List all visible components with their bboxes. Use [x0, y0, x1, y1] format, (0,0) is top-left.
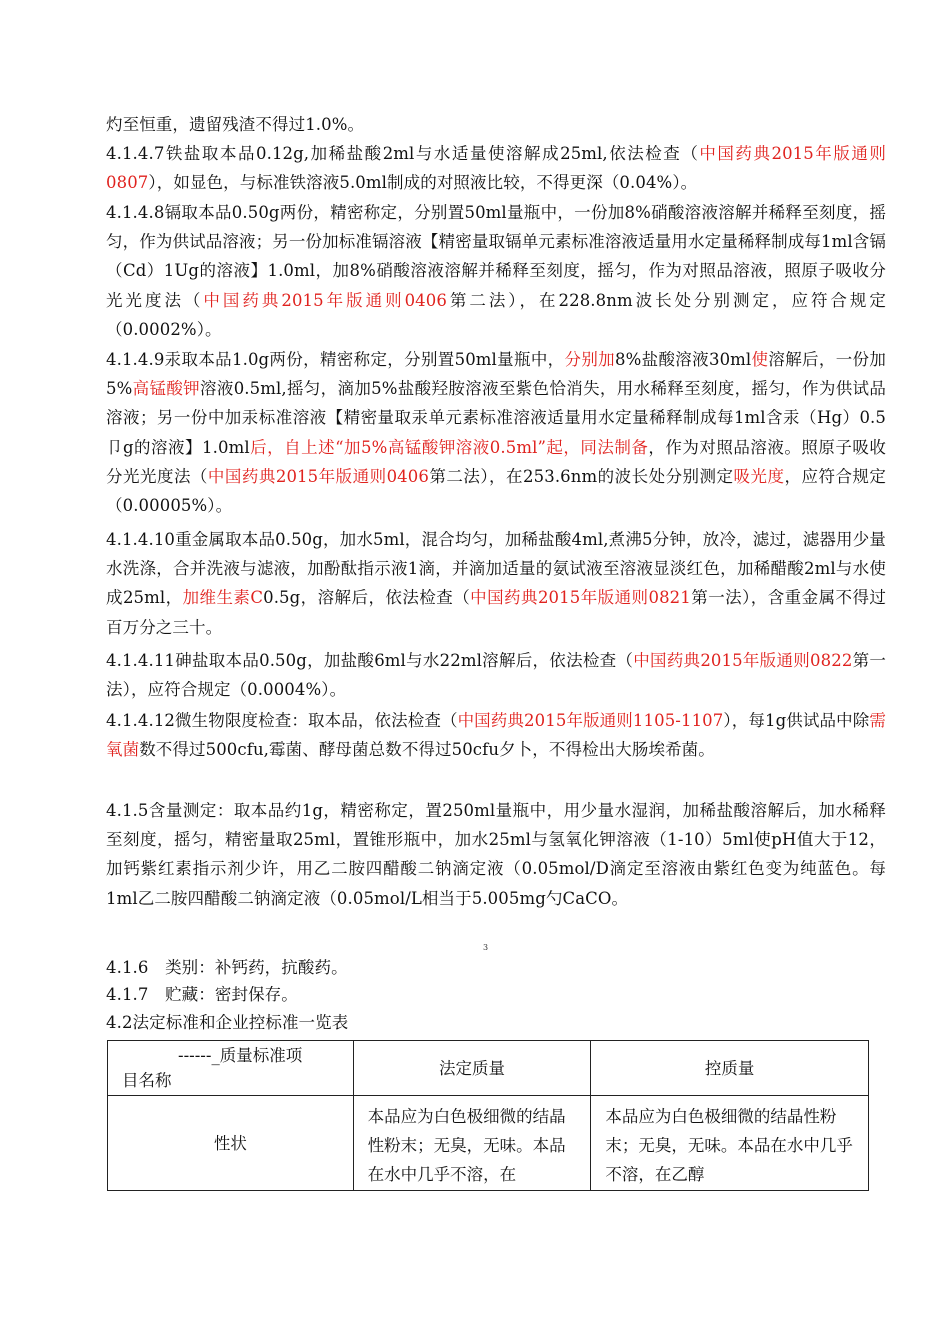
pharmacopoeia-reference: 中国药典2015年版通则0406 — [203, 290, 447, 310]
pharmacopoeia-reference: 中国药典2015年版通则0822 — [633, 651, 853, 670]
table-header-row — [108, 1041, 869, 1096]
header-legal-standard: 法定质量 — [353, 1041, 591, 1096]
pharmacopoeia-reference: 中国药典2015年版通则0807 — [106, 144, 886, 193]
paragraph-category: 4.1.6 类别：补钙药，抗酸药。 — [106, 958, 348, 977]
paragraph-heavy-metals: 4.1.4.10重金属取本品0.50g，加水5ml，混合均匀，加稀盐酸4ml,煮沸5分钟，放冷，滤过，滤器用少量水洗涤，合并洗液与滤液，加酚酞指示液1滴，并滴加适量的氨试液至溶液显淡红色，加稀醋酸2ml与水使成25ml，加维生素C0.5g，溶解后，依法检查（中国药典2015年版通则0821第一法），含重金属不得过百万分之三十。 — [106, 530, 887, 637]
pharmacopoeia-reference: 中国药典2015年版通则0821 — [470, 588, 691, 608]
internal-standard-cell: 本品应为白色极细微的结晶性粉末；无臭，无味。本品在水中几乎不溶，在乙醇 — [591, 1096, 869, 1191]
paragraph-residue: 灼至恒重，遗留残渣不得过1.0%。 — [106, 115, 365, 134]
legal-standard-cell: 本品应为白色极细微的结晶性粉末；无臭，无味。本品在水中几乎不溶，在 — [353, 1096, 591, 1191]
revision-text: 使 — [751, 350, 769, 369]
pharmacopoeia-reference: 中国药典2015年版通则0406 — [207, 466, 429, 486]
page-number: 3 — [483, 943, 489, 952]
row-label-appearance: 性状 — [108, 1096, 354, 1191]
paragraph-storage: 4.1.7 贮藏：密封保存。 — [106, 985, 298, 1004]
header-diagonal-cell: ------_质量标准项 目名称 — [108, 1041, 354, 1096]
table-row — [108, 1096, 869, 1191]
pharmacopoeia-reference: 中国药典2015年版通则1105-1107 — [457, 711, 724, 730]
revision-text: 高锰酸钾 — [132, 379, 201, 399]
revision-text: 分别加 — [564, 350, 616, 369]
revision-text: 后，自上述“加5%高锰酸钾溶液0.5ml”起，同法制备 — [249, 437, 649, 457]
revision-text: 吸光度 — [733, 466, 785, 486]
header-internal-standard: 控质量 — [591, 1041, 869, 1096]
revision-text: 需氧菌 — [106, 711, 886, 760]
paragraph-microbial-limit: 4.1.4.12微生物限度检查：取本品，依法检查（中国药典2015年版通则1105-1107），每1g供试品中除需氧菌数不得过500cfu,霉菌、酵母菌总数不得过50cfu夕卜，不得检出大肠埃希菌。 — [106, 711, 886, 760]
paragraph-assay: 4.1.5含量测定：取本品约1g，精密称定，置250ml量瓶中，用少量水湿润，加稀盐酸溶解后，加水稀释至刻度，摇匀，精密量取25ml，置锥形瓶中，加水25ml与氢氧化钾溶液（1-10）5ml使pH值大于12，加钙紫红素指示剂少许，用乙二胺四醋酸二钠滴定液（0.05mol/D滴定至溶液由紫红色变为纯蓝色。每1ml乙二胺四醋酸二钠滴定液（0.05mol/L相当于5.005mg勺CaCO。 — [106, 801, 886, 908]
paragraph-arsenic: 4.1.4.11砷盐取本品0.50g，加盐酸6ml与水22ml溶解后，依法检查（中国药典2015年版通则0822第一法），应符合规定（0.0004%）。 — [106, 651, 886, 700]
section-heading: 4.2法定标准和企业控标准一览表 — [106, 1013, 349, 1032]
standards-table — [107, 1040, 869, 1191]
revision-text: 加维生素C — [182, 588, 264, 608]
paragraph-cadmium: 4.1.4.8镉取本品0.50g两份，精密称定，分别置50ml量瓶中，一份加8%硝酸溶液溶解并稀释至刻度，摇匀，作为供试品溶液；另一份加标准镉溶液【精密量取镉单元素标准溶液适量用水定量稀释制成每1ml含镉（Cd）1Ug的溶液】1.0ml，加8%硝酸溶液溶解并稀释至刻度，摇匀，作为对照品溶液，照原子吸收分光光度法（中国药典2015年版通则0406第二法），在228.8nm波长处分别测定，应符合规定（0.0002%）。 — [106, 203, 887, 339]
paragraph-mercury: 4.1.4.9汞取本品1.0g两份，精密称定，分别置50ml量瓶中，分别加8%盐酸溶液30ml使溶解后，一份加5%高锰酸钾溶液0.5ml,摇匀，滴加5%盐酸羟胺溶液至紫色恰消失，用水稀释至刻度，摇匀，作为供试品溶液；另一份中加汞标准溶液【精密量取汞单元素标准溶液适量用水定量稀释制成每1ml含汞（Hg）0.5卩g的溶液】1.0ml后，自上述“加5%高锰酸钾溶液0.5ml”起，同法制备，作为对照品溶液。照原子吸收分光光度法（中国药典2015年版通则0406第二法），在253.6nm的波长处分别测定吸光度，应符合规定（0.00005%）。 — [106, 350, 887, 516]
paragraph-iron-salt: 4.1.4.7铁盐取本品0.12g,加稀盐酸2ml与水适量使溶解成25ml,依法检查（中国药典2015年版通则0807），如显色，与标准铁溶液5.0ml制成的对照液比较，不得更深（0.04%）。 — [106, 144, 886, 193]
